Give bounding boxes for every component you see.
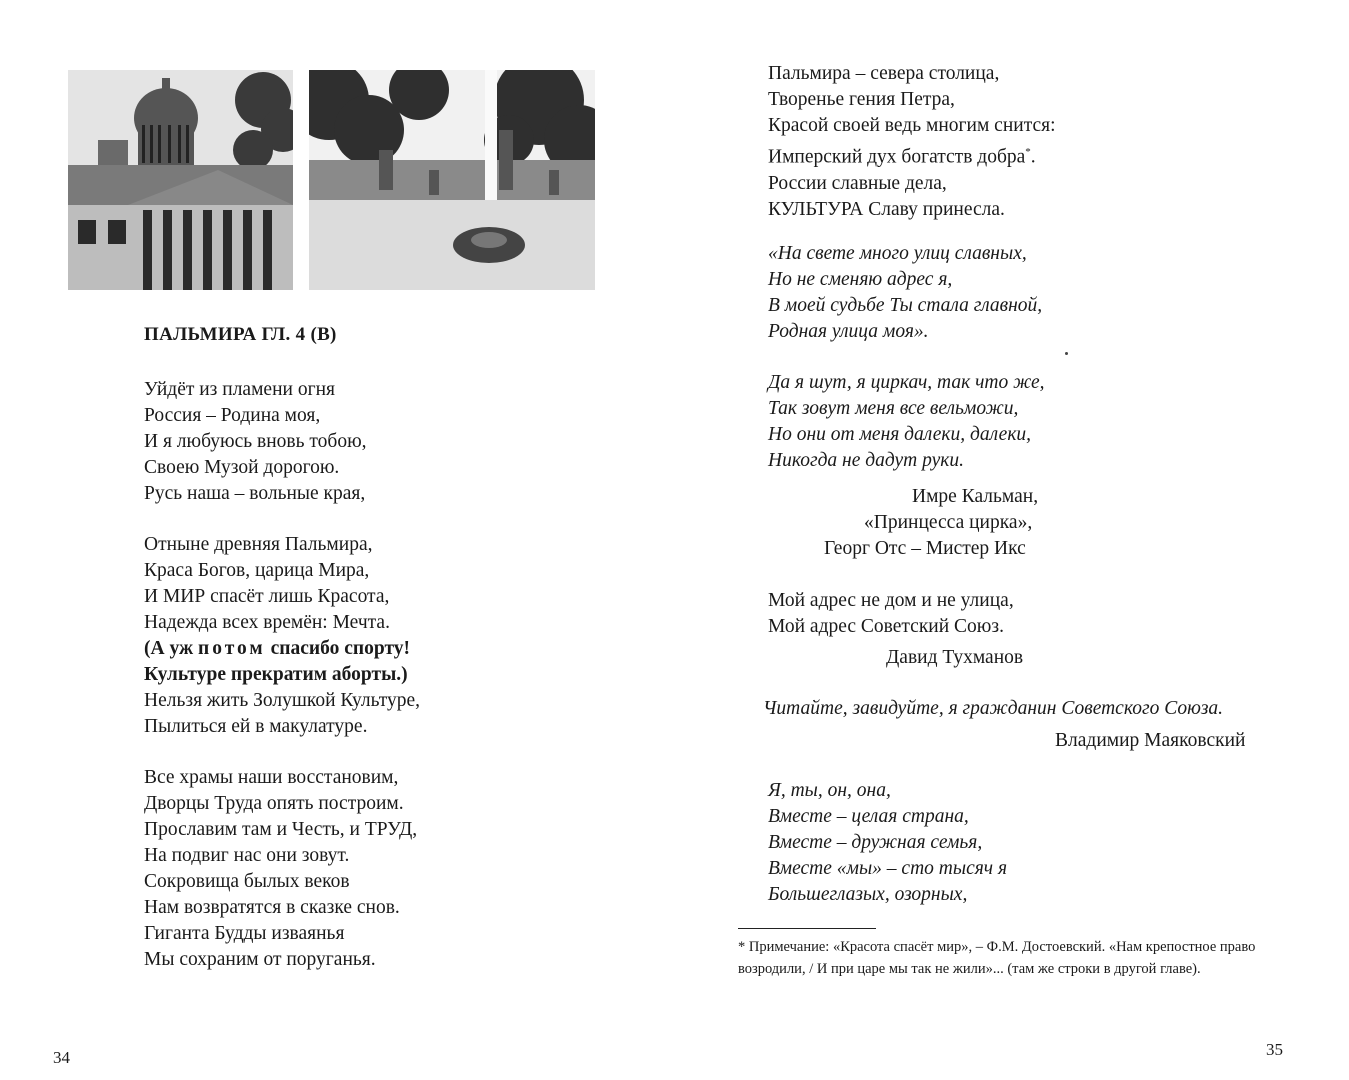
verse-line: Но они от меня далеки, далеки,	[768, 424, 1032, 445]
verse-line: Мы сохраним от поруганья.	[144, 949, 376, 970]
verse-line: Большеглазых, озорных,	[768, 884, 968, 905]
verse-line: КУЛЬТУРА Славу принесла.	[768, 198, 1005, 220]
quote-circus	[768, 370, 1045, 474]
verse-line: Но не сменяю адрес я,	[768, 269, 953, 290]
stanza-2	[144, 532, 420, 740]
cathedral-photo	[68, 70, 293, 290]
right-page	[675, 0, 1349, 1080]
verse-text: Надежда всех времён: Мечта	[144, 612, 386, 633]
verse-text: .	[1030, 146, 1036, 168]
verse-line: Русь наша – вольные края,	[144, 483, 366, 504]
attribution-kalman: Имре Кальман,	[912, 486, 1039, 507]
spaced-word: потом	[197, 638, 266, 659]
verse-line: Красой своей ведь многим снится:	[768, 115, 1056, 136]
verse-line: Отныне древняя Пальмира,	[144, 534, 373, 555]
verse-line: Никогда не дадут руки.	[768, 450, 964, 471]
footnote-text: * Примечание: «Красота спасёт мир», – Ф.М. Достоевский. «Нам крепостное право возродили, / И при царе мы так не жили»... (там же строки в другой главе).	[738, 939, 1256, 977]
verse-line: Сокровища былых веков	[144, 871, 350, 892]
attribution-circus-princess: «Принцесса цирка»,	[864, 512, 1033, 533]
verse-line: Уйдёт из пламени огня	[144, 379, 335, 400]
verse-line: Я, ты, он, она,	[768, 780, 891, 801]
verse-line: В моей судьбе Ты стала главной,	[768, 295, 1043, 316]
attribution-mayakovsky: Владимир Маяковский	[1055, 730, 1246, 751]
verse-line: Своею Музой дорогою.	[144, 457, 340, 478]
verse-line: Родная улица моя».	[768, 321, 929, 342]
verse-line: Мой адрес Советский Союз.	[768, 616, 1004, 637]
verse-line: Так зовут меня все вельможи,	[768, 398, 1019, 419]
verse-text: .	[385, 612, 390, 633]
stray-dot	[1065, 352, 1068, 355]
quote-together	[768, 778, 1007, 908]
left-page	[0, 0, 674, 1080]
poem-title: ПАЛЬМИРА ГЛ. 4 (В)	[144, 324, 337, 345]
verse-line: Вместе – целая страна,	[768, 806, 969, 827]
quote-address	[768, 588, 1014, 640]
verse-line	[144, 610, 420, 636]
footnote-rule	[738, 928, 876, 929]
page-number: 34	[53, 1048, 70, 1067]
verse-line: Пылиться ей в макулатуре.	[144, 716, 368, 737]
verse-text: (А уж	[144, 638, 198, 659]
verse-line: Дворцы Труда опять построим.	[144, 793, 404, 814]
stanza-3	[144, 765, 417, 973]
attribution-tukhmanov: Давид Тухманов	[886, 647, 1024, 668]
verse-line: Пальмира – севера столица,	[768, 63, 1000, 84]
attribution-ots: Георг Отс – Мистер Икс	[824, 538, 1026, 559]
footnote-ref[interactable]: *	[1025, 146, 1031, 158]
verse-line: Все храмы наши восстановим,	[144, 767, 399, 788]
verse-line: Да я шут, я циркач, так что же,	[768, 372, 1045, 393]
stanza-palmira	[768, 61, 1056, 223]
verse-line: Вместе – дружная семья,	[768, 832, 983, 853]
verse-line	[768, 139, 1056, 171]
page-number: 35	[1266, 1040, 1283, 1059]
quote-mayakovsky: Читайте, завидуйте, я гражданин Советского Союза.	[763, 698, 1224, 719]
bold-verse-line	[144, 636, 420, 662]
verse-line: И я любуюсь вновь тобою,	[144, 431, 367, 452]
verse-line: Вместе «мы» – сто тысяч я	[768, 858, 1008, 879]
verse-line: Нам возвратятся в сказке снов.	[144, 897, 400, 918]
verse-line: На подвиг нас они зовут.	[144, 845, 350, 866]
verse-line: Гиганта Будды изваянья	[144, 923, 345, 944]
verse-line: России славные дела,	[768, 172, 947, 194]
stanza-1	[144, 377, 367, 507]
verse-line: «На свете много улиц славных,	[768, 243, 1027, 264]
verse-line: Прославим там и Честь, и ТРУД,	[144, 819, 418, 840]
quote-street	[768, 241, 1042, 345]
verse-line: Краса Богов, царица Мира,	[144, 560, 370, 581]
verse-line: Россия – Родина моя,	[144, 405, 321, 426]
bold-verse-line: Культуре прекратим аборты.)	[144, 664, 408, 685]
verse-line: Творенье гения Петра,	[768, 89, 955, 110]
verse-text: спасибо спорту!	[265, 638, 411, 659]
verse-line: Нельзя жить Золушкой Культуре,	[144, 690, 421, 711]
verse-line: Мой адрес не дом и не улица,	[768, 590, 1014, 611]
verse-line: И МИР спасёт лишь Красота,	[144, 586, 390, 607]
fountain-photo	[309, 70, 595, 290]
verse-text: Имперский дух богатств добра	[768, 146, 1026, 168]
